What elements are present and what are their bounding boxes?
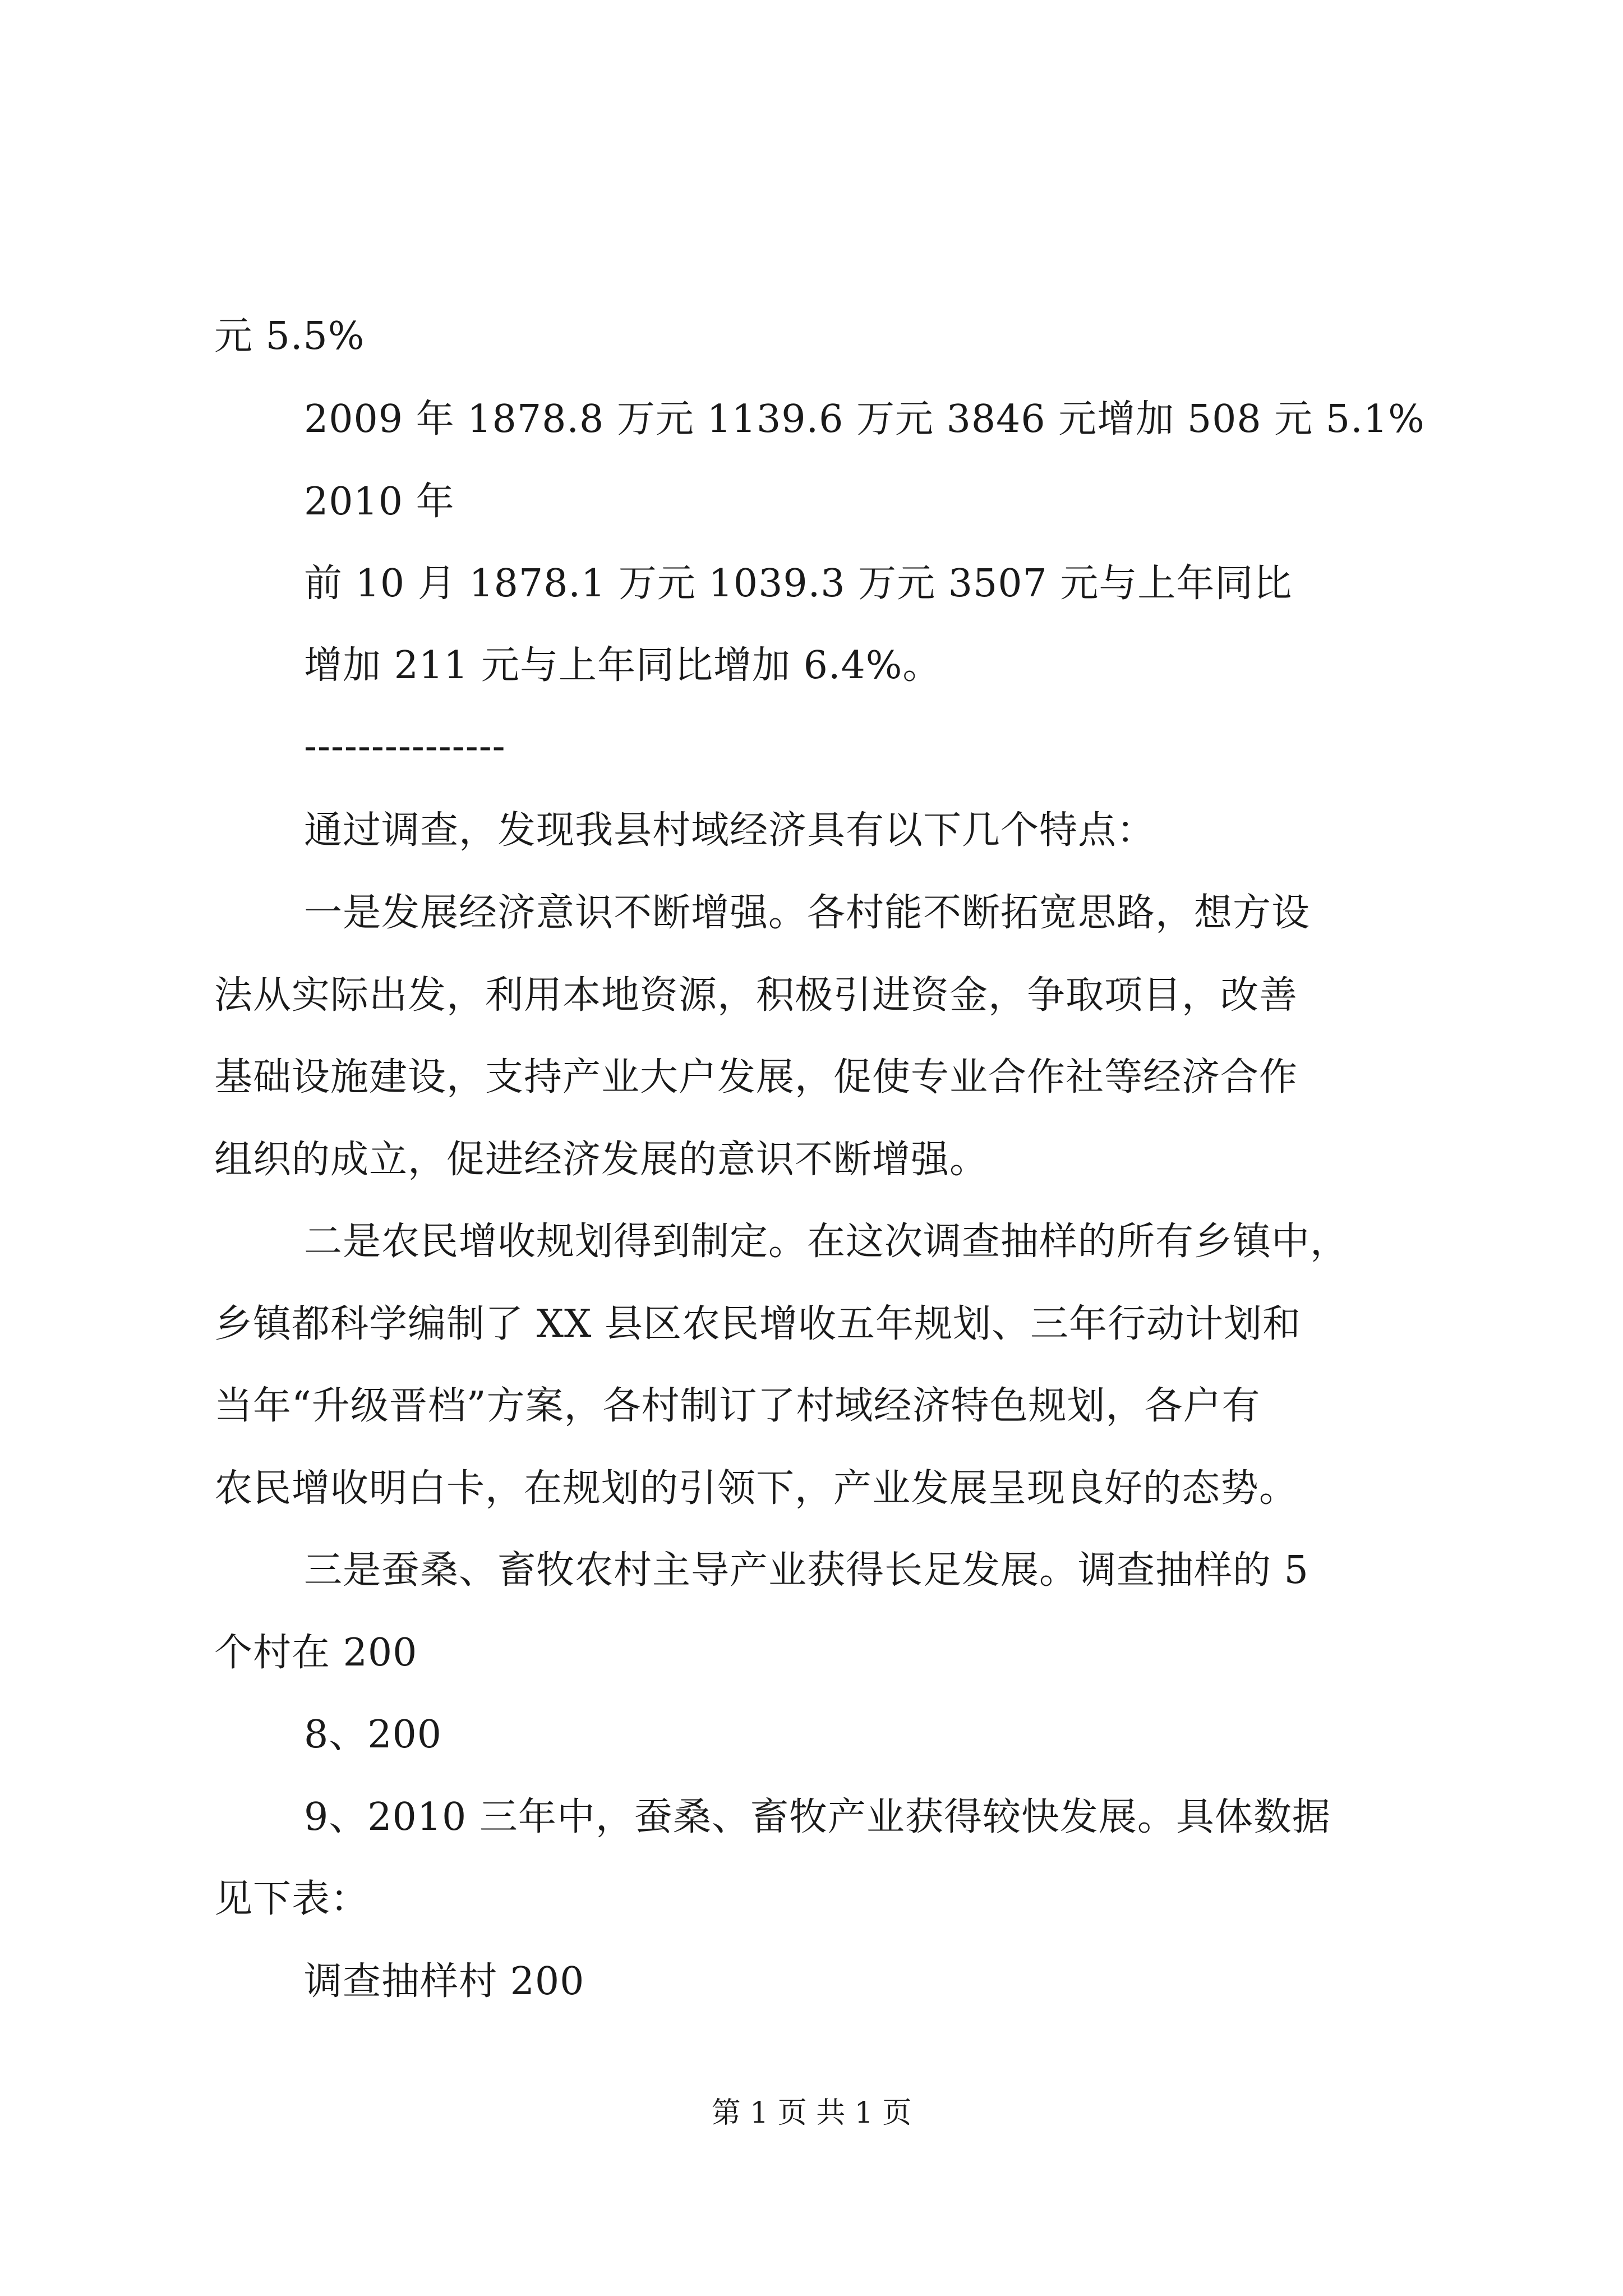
text-line-1: 元 5.5% — [214, 314, 365, 358]
page-footer: 第 1 页 共 1 页 — [711, 2096, 912, 2130]
text-line-9: 法从实际出发，利用本地资源，积极引进资金，争取项目，改善 — [214, 973, 1298, 1018]
text-line-15: 农民增收明白卡，在规划的引领下，产业发展呈现良好的态势。 — [214, 1466, 1298, 1511]
separator-line: --------------- — [304, 724, 506, 769]
text-line-3: 2010 年 — [304, 480, 455, 524]
text-line-19: 9、2010 三年中，蚕桑、畜牧产业获得较快发展。具体数据 — [304, 1795, 1331, 1839]
text-line-18: 8、200 — [304, 1713, 442, 1757]
text-line-21: 调查抽样村 200 — [304, 1959, 585, 2004]
text-line-14: 当年“升级晋档”方案，各村制订了村域经济特色规划，各户有 — [214, 1384, 1261, 1428]
text-line-7: 通过调查，发现我县村域经济具有以下几个特点： — [304, 808, 1156, 853]
text-line-10: 基础设施建设，支持产业大户发展，促使专业合作社等经济合作 — [214, 1055, 1298, 1099]
text-line-16: 三是蚕桑、畜牧农村主导产业获得长足发展。调查抽样的 5 — [304, 1548, 1309, 1593]
text-line-17: 个村在 200 — [214, 1631, 418, 1675]
text-line-8: 一是发展经济意识不断增强。各村能不断拓宽思路，想方设 — [304, 891, 1311, 935]
text-line-13: 乡镇都科学编制了 XX 县区农民增收五年规划、三年行动计划和 — [214, 1302, 1302, 1346]
text-line-20: 见下表： — [214, 1877, 370, 1921]
text-line-2: 2009 年 1878.8 万元 1139.6 万元 3846 元增加 508 元 5.1% — [304, 397, 1425, 441]
text-line-4: 前 10 月 1878.1 万元 1039.3 万元 3507 元与上年同比 — [304, 562, 1293, 606]
text-line-11: 组织的成立，促进经济发展的意识不断增强。 — [214, 1138, 989, 1182]
text-line-12: 二是农民增收规划得到制定。在这次调查抽样的所有乡镇中， — [304, 1220, 1349, 1264]
text-line-5: 增加 211 元与上年同比增加 6.4%。 — [304, 643, 942, 688]
